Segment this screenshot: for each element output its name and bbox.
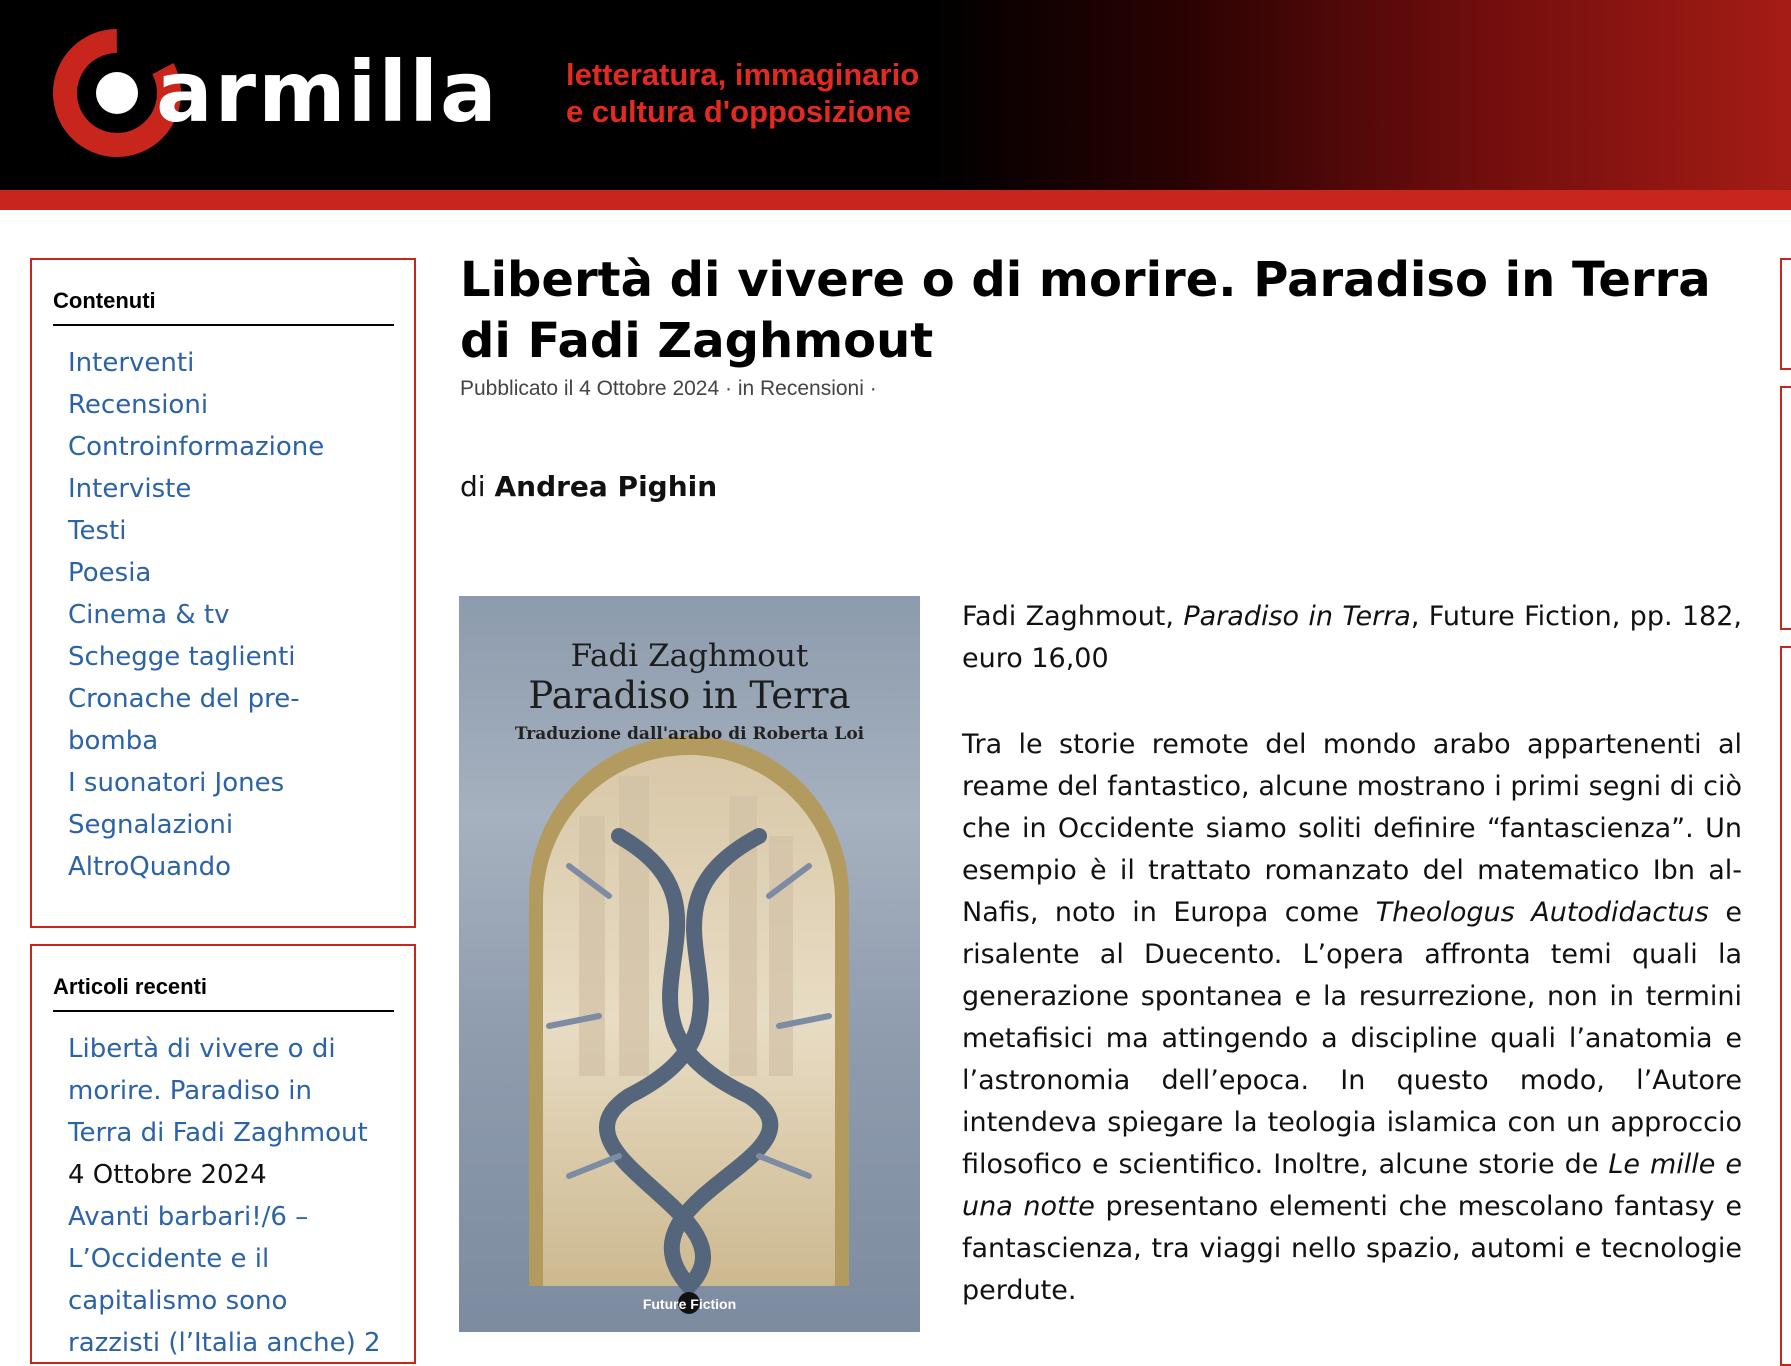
site-header [0,0,1791,190]
cover-author: Fadi Zaghmout [570,638,809,674]
recent-post-link-2-line-3[interactable]: capitalismo sono [68,1286,288,1316]
contents-list [68,342,394,888]
byline-author: Andrea Pighin [494,470,718,503]
post-body [962,596,1742,1356]
contents-widget-title: Contenuti [53,288,394,326]
category-link-poesia[interactable]: Poesia [68,558,152,588]
site-logo[interactable] [52,28,499,158]
recent-post-date-1: 4 Ottobre 2024 [68,1160,267,1190]
category-link-interviste[interactable]: Interviste [68,474,192,504]
recent-post-link-1-line-2[interactable]: morire. Paradiso in [68,1076,313,1106]
site-tagline [566,56,919,130]
tagline-line-2: e cultura d'opposizione [566,94,911,129]
category-link-cronache-pre-bomba-cont[interactable]: bomba [68,726,159,756]
category-link-schegge-taglienti[interactable]: Schegge taglienti [68,642,296,672]
tagline-line-1: letteratura, immaginario [566,57,920,92]
category-link-controinformazione[interactable]: Controinformazione [68,432,325,462]
recent-posts-widget [30,944,416,1364]
logo-wordmark: armilla [156,43,499,141]
category-link-cinema-tv[interactable]: Cinema & tv [68,600,230,630]
recent-post-link-2-line-4[interactable]: razzisti (l’Italia anche) 2 [68,1328,381,1358]
category-link-cronache-pre-bomba[interactable]: Cronache del pre- [68,684,300,714]
book-cover-image [459,596,920,1332]
recent-post-link-1-line-1[interactable]: Libertà di vivere o di [68,1034,336,1064]
category-link-recensioni[interactable]: Recensioni [68,390,209,420]
category-link-interventi[interactable]: Interventi [68,348,195,378]
category-link-altroquando[interactable]: AltroQuando [68,852,231,882]
book-info-title: Paradiso in Terra [1183,601,1411,632]
right-widget-edge-1 [1780,258,1791,370]
byline-prefix: di [460,470,486,503]
category-link-segnalazioni[interactable]: Segnalazioni [68,810,234,840]
right-widget-edge-2 [1780,386,1791,630]
cover-subtitle: Traduzione dall'arabo di Roberta Loi [514,724,865,744]
contents-widget [30,258,416,928]
cover-publisher-logo: Future Fiction [642,1296,737,1312]
recent-post-link-2-line-2[interactable]: L’Occidente e il [68,1244,270,1274]
recent-posts-widget-title: Articoli recenti [53,974,394,1012]
book-info-details: , Future Fiction, pp. 182, euro 16,00 [962,601,1743,674]
category-link-suonatori-jones[interactable]: I suonatori Jones [68,768,285,798]
book-info-paragraph [962,596,1742,680]
book-info-author: Fadi Zaghmout, [962,601,1184,632]
right-widget-edge-3 [1780,646,1791,1366]
cover-title: Paradiso in Terra [528,674,851,717]
category-link-testi[interactable]: Testi [68,516,127,546]
paragraph-text-a: Tra le storie remote del mondo arabo appartenenti al reame del fantastico, alcune mostrano i primi segni di ciò che in Occidente siamo soliti definire “fantascienza”. Un esempio è il trattato romanzato del matematico Ibn al-Nafis, noto in Europa come [962,729,1742,928]
post-byline [460,470,717,503]
post-title: Libertà di vivere o di morire. Paradiso in Terra di Fadi Zaghmout [460,252,1711,369]
paragraph-italic-theologus: Theologus Autodidactus [1375,897,1709,928]
paragraph-text-c: presentano elementi che mescolano fantasy e fantascienza, tra viaggi nello spazio, automi e tecnologie perdute. [962,1191,1742,1306]
body-paragraph-1 [962,724,1742,1312]
recent-posts-list [68,1028,394,1364]
recent-post-link-2-line-1[interactable]: Avanti barbari!/6 – [68,1202,309,1232]
post-meta: Pubblicato il 4 Ottobre 2024 · in Recensioni · [460,377,877,400]
paragraph-text-b: e risalente al Duecento. L’opera affronta temi quali la generazione spontanea e la resurrezione, non in termini metafisici ma attingendo a discipline quali l’anatomia e l’astronomia dell’epoca. In questo modo, l’Autore intendeva spiegare la teologia islamica con un approccio filosofico e scientifico. Inoltre, alcune storie de [962,897,1742,1180]
recent-post-link-1-line-3[interactable]: Terra di Fadi Zaghmout [68,1118,368,1148]
paragraph-italic-mille-notte: Le mille e una notte [962,1149,1742,1222]
header-stripe [0,190,1791,210]
